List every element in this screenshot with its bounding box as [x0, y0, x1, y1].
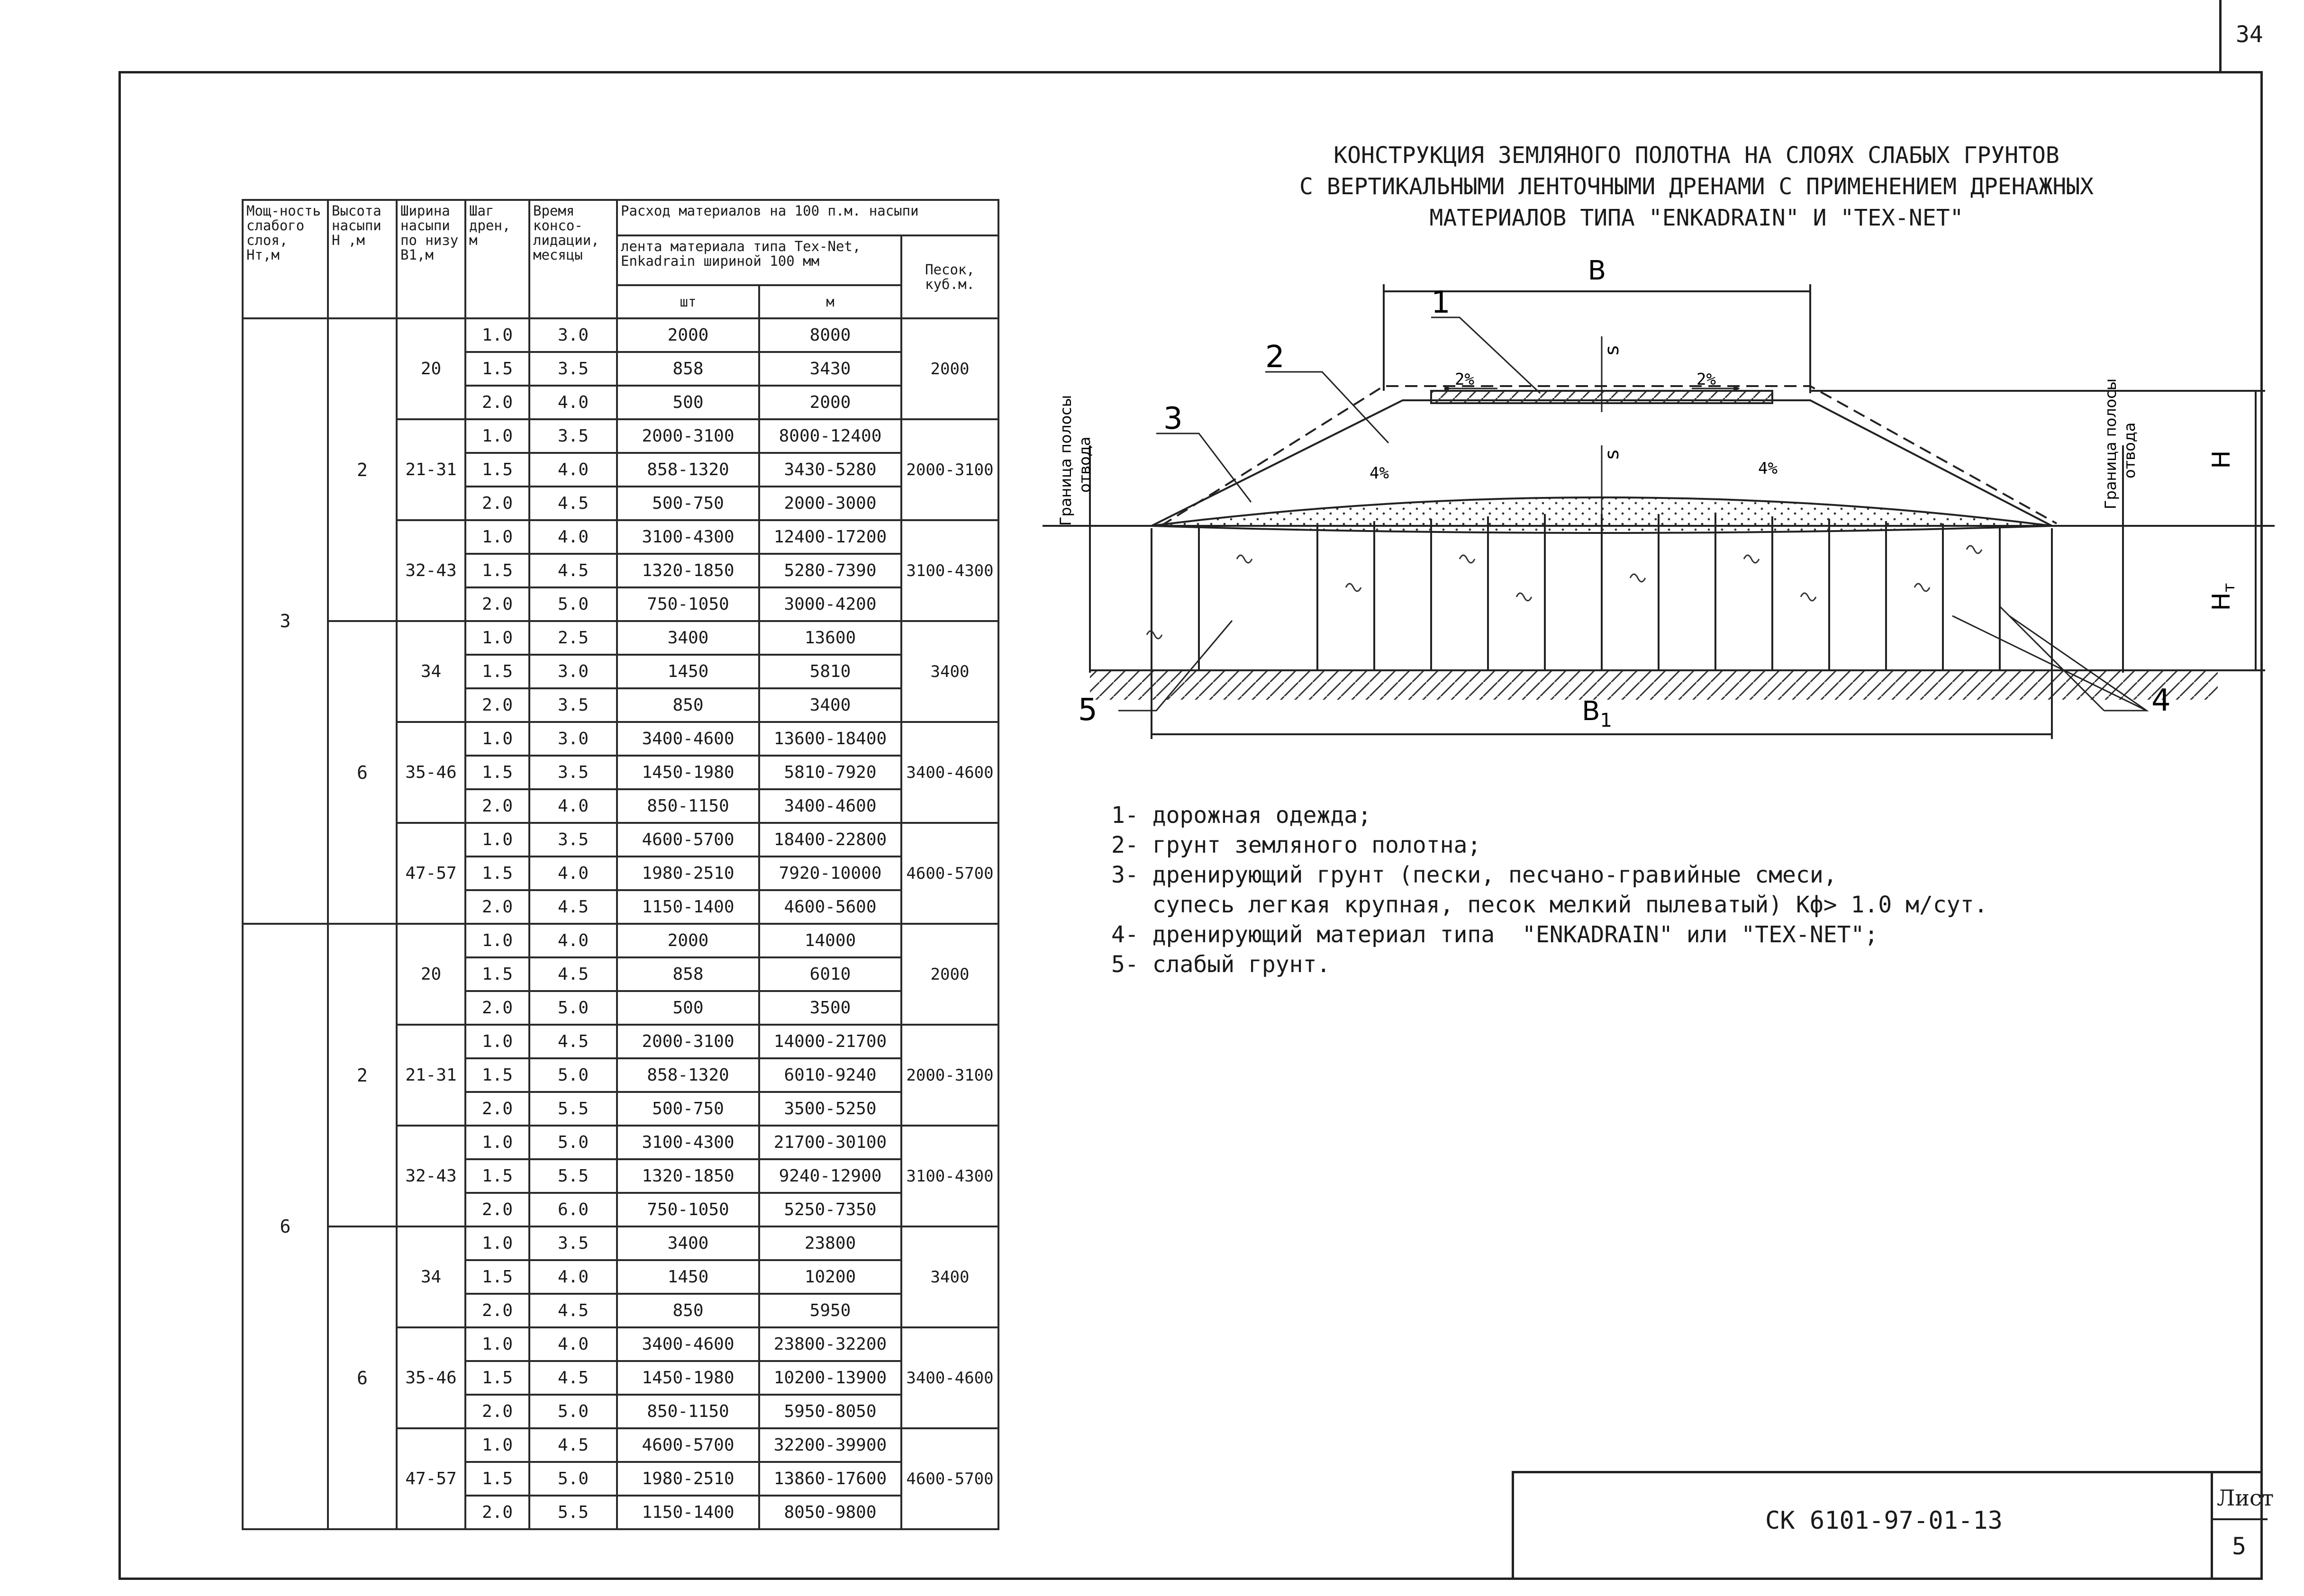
cell-tape-pcs: 858	[617, 957, 759, 991]
cell-consolidation-time: 5.0	[529, 587, 617, 621]
cell-tape-pcs: 1320-1850	[617, 554, 759, 587]
cell-tape-pcs: 3100-4300	[617, 1126, 759, 1159]
cell-tape-pcs: 2000-3100	[617, 1025, 759, 1058]
cell-tape-m: 5280-7390	[759, 554, 901, 587]
cell-tape-pcs: 500	[617, 386, 759, 419]
cell-consolidation-time: 5.5	[529, 1159, 617, 1193]
sheet-number: 5	[2232, 1533, 2247, 1560]
cell-tape-m: 8000	[759, 318, 901, 352]
cell-sand-volume: 4600-5700	[901, 823, 998, 924]
cell-tape-pcs: 500-750	[617, 487, 759, 520]
cell-drain-step: 1.0	[465, 1226, 529, 1260]
cell-consolidation-time: 6.0	[529, 1193, 617, 1226]
cell-consolidation-time: 4.5	[529, 554, 617, 587]
cell-tape-pcs: 3400-4600	[617, 1327, 759, 1361]
cell-tape-m: 3430	[759, 352, 901, 386]
cell-embankment-width: 34	[397, 1226, 465, 1327]
cell-sand-volume: 3400-4600	[901, 1327, 998, 1428]
cell-consolidation-time: 5.0	[529, 1462, 617, 1496]
cell-tape-pcs: 858	[617, 352, 759, 386]
cell-tape-pcs: 4600-5700	[617, 823, 759, 857]
cell-tape-m: 3500-5250	[759, 1092, 901, 1126]
cell-layer-thickness: 6	[243, 924, 328, 1529]
cell-tape-pcs: 750-1050	[617, 1193, 759, 1226]
title-block	[1512, 1471, 2274, 1580]
drawing-title	[1033, 140, 2304, 234]
cell-sand-volume: 2000	[901, 318, 998, 419]
cell-consolidation-time: 5.5	[529, 1092, 617, 1126]
header-unit-pcs: шт	[617, 285, 759, 318]
cell-consolidation-time: 3.0	[529, 655, 617, 688]
cell-tape-pcs: 3100-4300	[617, 520, 759, 554]
cell-tape-m: 5810-7920	[759, 756, 901, 789]
cell-embankment-height: 2	[328, 924, 397, 1226]
cell-tape-m: 5950	[759, 1294, 901, 1327]
cell-tape-pcs: 850	[617, 688, 759, 722]
legend-item-2: 2- грунт земляного полотна;	[1111, 832, 1481, 858]
cell-consolidation-time: 4.0	[529, 386, 617, 419]
cell-drain-step: 1.5	[465, 352, 529, 386]
cell-sand-volume: 3100-4300	[901, 1126, 998, 1226]
legend-item-5: 5- слабый грунт.	[1111, 951, 1331, 978]
cell-consolidation-time: 4.0	[529, 789, 617, 823]
header-material-consumption: Расход материалов на 100 п.м. насыпи	[617, 200, 998, 235]
cell-consolidation-time: 2.5	[529, 621, 617, 655]
label-h: H	[2207, 450, 2236, 469]
cell-tape-pcs: 3400	[617, 621, 759, 655]
cell-consolidation-time: 3.5	[529, 352, 617, 386]
cell-tape-m: 5950-8050	[759, 1395, 901, 1428]
cell-drain-step: 1.5	[465, 554, 529, 587]
cell-drain-step: 1.0	[465, 924, 529, 957]
cell-tape-pcs: 858-1320	[617, 1058, 759, 1092]
cell-consolidation-time: 4.5	[529, 487, 617, 520]
cell-sand-volume: 4600-5700	[901, 1428, 998, 1529]
slope-4-left: 4%	[1370, 464, 1389, 483]
cell-consolidation-time: 4.0	[529, 520, 617, 554]
legend	[1111, 801, 1988, 980]
cell-drain-step: 1.0	[465, 318, 529, 352]
cell-tape-m: 14000	[759, 924, 901, 957]
cell-drain-step: 1.5	[465, 1361, 529, 1395]
cell-tape-m: 23800	[759, 1226, 901, 1260]
cell-sand-volume: 3400	[901, 1226, 998, 1327]
cell-tape-pcs: 3400	[617, 1226, 759, 1260]
header-tape-material: лента материала типа Tex-Net, Enkadrain шириной 100 мм	[617, 235, 901, 285]
cell-tape-pcs: 1320-1850	[617, 1159, 759, 1193]
cell-tape-pcs: 1980-2510	[617, 1462, 759, 1496]
cell-drain-step: 2.0	[465, 1193, 529, 1226]
cell-consolidation-time: 4.0	[529, 453, 617, 487]
cell-tape-pcs: 1450	[617, 655, 759, 688]
label-s-top: s	[1601, 345, 1623, 355]
soft-soil-marks	[1147, 546, 1982, 639]
table-row	[243, 1226, 998, 1260]
cell-tape-m: 8050-9800	[759, 1496, 901, 1529]
cell-embankment-width: 47-57	[397, 1428, 465, 1529]
sheet-divider	[2213, 1518, 2268, 1520]
cell-consolidation-time: 4.0	[529, 924, 617, 957]
cell-drain-step: 1.5	[465, 1159, 529, 1193]
cell-drain-step: 1.5	[465, 1260, 529, 1294]
cell-embankment-width: 20	[397, 318, 465, 419]
cell-embankment-height: 2	[328, 318, 397, 621]
cell-tape-pcs: 1150-1400	[617, 890, 759, 924]
cell-tape-m: 7920-10000	[759, 857, 901, 890]
table-row	[243, 621, 998, 655]
cell-tape-m: 9240-12900	[759, 1159, 901, 1193]
cell-embankment-width: 20	[397, 924, 465, 1025]
cell-drain-step: 1.5	[465, 756, 529, 789]
cell-tape-pcs: 1450-1980	[617, 1361, 759, 1395]
cell-tape-pcs: 750-1050	[617, 587, 759, 621]
cell-tape-m: 13860-17600	[759, 1462, 901, 1496]
cell-drain-step: 1.0	[465, 722, 529, 756]
cell-tape-m: 18400-22800	[759, 823, 901, 857]
legend-item-1: 1- дорожная одежда;	[1111, 802, 1372, 829]
cell-sand-volume: 2000-3100	[901, 419, 998, 520]
cell-embankment-width: 35-46	[397, 1327, 465, 1428]
cell-embankment-width: 32-43	[397, 520, 465, 621]
cell-tape-m: 13600	[759, 621, 901, 655]
cell-tape-pcs: 500	[617, 991, 759, 1025]
label-b1: $B_1$	[1582, 696, 1612, 731]
cell-tape-m: 3400-4600	[759, 789, 901, 823]
sheet-label: Лист	[2217, 1485, 2274, 1511]
cell-drain-step: 1.0	[465, 1126, 529, 1159]
cell-tape-pcs: 1450	[617, 1260, 759, 1294]
cell-sand-volume: 3100-4300	[901, 520, 998, 621]
cell-tape-pcs: 1150-1400	[617, 1496, 759, 1529]
callout-5: 5	[1078, 693, 1098, 728]
cell-consolidation-time: 4.5	[529, 1361, 617, 1395]
cell-tape-pcs: 2000-3100	[617, 419, 759, 453]
label-ht: Hт	[2207, 583, 2239, 611]
cell-drain-step: 2.0	[465, 587, 529, 621]
cell-consolidation-time: 5.0	[529, 1395, 617, 1428]
left-boundary-label-1: Граница полосы	[1057, 395, 1075, 526]
callout-1: 1	[1431, 285, 1451, 320]
cell-tape-m: 5250-7350	[759, 1193, 901, 1226]
label-s-bottom: s	[1601, 450, 1623, 460]
table-row	[243, 924, 998, 957]
table-header	[243, 200, 998, 318]
cell-consolidation-time: 4.5	[529, 957, 617, 991]
label-b: B	[1587, 256, 1606, 286]
cell-tape-pcs: 3400-4600	[617, 722, 759, 756]
cell-drain-step: 1.5	[465, 655, 529, 688]
table-row	[243, 318, 998, 352]
legend-item-3b: супесь легкая крупная, песок мелкий пылеватый) Кф> 1.0 м/сут.	[1111, 892, 1988, 918]
cell-tape-m: 32200-39900	[759, 1428, 901, 1462]
cell-sand-volume: 2000-3100	[901, 1025, 998, 1126]
cell-drain-step: 1.0	[465, 1428, 529, 1462]
cell-consolidation-time: 5.5	[529, 1496, 617, 1529]
cell-drain-step: 2.0	[465, 1395, 529, 1428]
cell-tape-pcs: 2000	[617, 318, 759, 352]
cell-consolidation-time: 4.5	[529, 1294, 617, 1327]
cell-tape-m: 6010	[759, 957, 901, 991]
cell-embankment-width: 32-43	[397, 1126, 465, 1226]
header-drain-step: Шаг дрен, м	[465, 200, 529, 318]
vertical-drains	[1199, 514, 2000, 670]
header-embankment-height: Высота насыпи Н ,м	[328, 200, 397, 318]
sheet-number-top: 34	[2236, 21, 2263, 48]
cell-tape-m: 12400-17200	[759, 520, 901, 554]
cell-tape-m: 10200-13900	[759, 1361, 901, 1395]
cell-consolidation-time: 5.0	[529, 1058, 617, 1092]
header-consolidation-time: Время консо-лидации, месяцы	[529, 200, 617, 318]
title-line-2: С ВЕРТИКАЛЬНЫМИ ЛЕНТОЧНЫМИ ДРЕНАМИ С ПРИМЕНЕНИЕМ ДРЕНАЖНЫХ	[1299, 173, 2094, 200]
cell-drain-step: 1.5	[465, 957, 529, 991]
cell-drain-step: 1.5	[465, 453, 529, 487]
cell-sand-volume: 3400-4600	[901, 722, 998, 823]
cell-embankment-width: 21-31	[397, 419, 465, 520]
materials-table	[242, 199, 999, 1530]
cell-drain-step: 2.0	[465, 1496, 529, 1529]
cell-consolidation-time: 3.5	[529, 756, 617, 789]
right-boundary-label-2: отвода	[2121, 422, 2139, 478]
cell-embankment-width: 47-57	[397, 823, 465, 924]
cell-tape-m: 23800-32200	[759, 1327, 901, 1361]
cell-tape-m: 3430-5280	[759, 453, 901, 487]
cell-drain-step: 1.5	[465, 1058, 529, 1092]
cell-tape-pcs: 858-1320	[617, 453, 759, 487]
cell-sand-volume: 3400	[901, 621, 998, 722]
right-boundary-label-1: Граница полосы	[2102, 378, 2120, 509]
cell-tape-m: 13600-18400	[759, 722, 901, 756]
cell-drain-step: 1.0	[465, 823, 529, 857]
cell-consolidation-time: 4.0	[529, 857, 617, 890]
cell-embankment-width: 21-31	[397, 1025, 465, 1126]
cell-drain-step: 1.5	[465, 857, 529, 890]
cell-drain-step: 1.0	[465, 621, 529, 655]
cell-tape-pcs: 4600-5700	[617, 1428, 759, 1462]
cell-drain-step: 1.0	[465, 419, 529, 453]
cell-tape-pcs: 500-750	[617, 1092, 759, 1126]
cell-tape-pcs: 850	[617, 1294, 759, 1327]
cell-drain-step: 2.0	[465, 890, 529, 924]
sheet-cell	[2211, 1473, 2274, 1580]
cell-consolidation-time: 4.0	[529, 1260, 617, 1294]
document-code: СК 6101-97-01-13	[1765, 1506, 2003, 1535]
sheet-top-notch	[2219, 0, 2222, 71]
slope-4-right: 4%	[1758, 459, 1778, 478]
cell-consolidation-time: 4.5	[529, 1025, 617, 1058]
cell-consolidation-time: 5.0	[529, 991, 617, 1025]
embankment-cross-section	[1043, 256, 2275, 758]
cell-tape-m: 3400	[759, 688, 901, 722]
callout-4: 4	[2151, 683, 2171, 718]
cell-tape-m: 6010-9240	[759, 1058, 901, 1092]
cell-tape-pcs: 1450-1980	[617, 756, 759, 789]
cell-drain-step: 2.0	[465, 688, 529, 722]
callout-3: 3	[1163, 401, 1183, 436]
cell-drain-step: 2.0	[465, 386, 529, 419]
cell-embankment-height: 6	[328, 621, 397, 924]
cell-embankment-height: 6	[328, 1226, 397, 1529]
header-unit-m: м	[759, 285, 901, 318]
legend-item-3a: 3- дренирующий грунт (пески, песчано-гравийные смеси,	[1111, 862, 1837, 888]
slope-2-right: 2%	[1696, 370, 1716, 389]
cell-tape-m: 3500	[759, 991, 901, 1025]
cell-tape-pcs: 850-1150	[617, 789, 759, 823]
cell-drain-step: 1.0	[465, 520, 529, 554]
cell-tape-pcs: 2000	[617, 924, 759, 957]
cell-tape-m: 5810	[759, 655, 901, 688]
cell-tape-m: 10200	[759, 1260, 901, 1294]
cell-tape-m: 2000-3000	[759, 487, 901, 520]
cell-consolidation-time: 3.5	[529, 823, 617, 857]
cell-drain-step: 2.0	[465, 991, 529, 1025]
cell-drain-step: 2.0	[465, 487, 529, 520]
cell-consolidation-time: 3.0	[529, 722, 617, 756]
header-embankment-width: Ширина насыпи по низу В1,м	[397, 200, 465, 318]
cell-tape-m: 8000-12400	[759, 419, 901, 453]
cell-drain-step: 1.0	[465, 1025, 529, 1058]
cell-tape-m: 2000	[759, 386, 901, 419]
cell-drain-step: 2.0	[465, 1092, 529, 1126]
left-boundary-label-2: отвода	[1076, 436, 1094, 493]
cell-drain-step: 1.0	[465, 1327, 529, 1361]
cell-consolidation-time: 3.5	[529, 1226, 617, 1260]
cell-tape-m: 3000-4200	[759, 587, 901, 621]
cell-consolidation-time: 3.0	[529, 318, 617, 352]
cell-sand-volume: 2000	[901, 924, 998, 1025]
cell-consolidation-time: 4.5	[529, 1428, 617, 1462]
cell-tape-m: 4600-5600	[759, 890, 901, 924]
cell-drain-step: 1.5	[465, 1462, 529, 1496]
title-line-1: КОНСТРУКЦИЯ ЗЕМЛЯНОГО ПОЛОТНА НА СЛОЯХ СЛАБЫХ ГРУНТОВ	[1333, 142, 2059, 169]
cell-consolidation-time: 5.0	[529, 1126, 617, 1159]
header-layer-thickness: Мощ-ность слабого слоя, Нт,м	[243, 200, 328, 318]
cell-tape-m: 14000-21700	[759, 1025, 901, 1058]
table-body	[243, 318, 998, 1529]
slope-2-left: 2%	[1455, 370, 1474, 389]
cell-consolidation-time: 4.0	[529, 1327, 617, 1361]
cell-embankment-width: 34	[397, 621, 465, 722]
cell-drain-step: 2.0	[465, 789, 529, 823]
cell-consolidation-time: 3.5	[529, 419, 617, 453]
legend-item-4: 4- дренирующий материал типа "ENKADRAIN" или "TEX-NET";	[1111, 921, 1878, 948]
header-sand: Песок, куб.м.	[901, 235, 998, 318]
cell-drain-step: 2.0	[465, 1294, 529, 1327]
cell-consolidation-time: 3.5	[529, 688, 617, 722]
cell-tape-m: 21700-30100	[759, 1126, 901, 1159]
cell-consolidation-time: 4.5	[529, 890, 617, 924]
title-line-3: МАТЕРИАЛОВ ТИПА "ENKADRAIN" И "TEX-NET"	[1429, 205, 1964, 231]
cell-tape-pcs: 1980-2510	[617, 857, 759, 890]
cell-layer-thickness: 3	[243, 318, 328, 924]
callout-2: 2	[1265, 340, 1285, 375]
cell-tape-pcs: 850-1150	[617, 1395, 759, 1428]
cell-embankment-width: 35-46	[397, 722, 465, 823]
